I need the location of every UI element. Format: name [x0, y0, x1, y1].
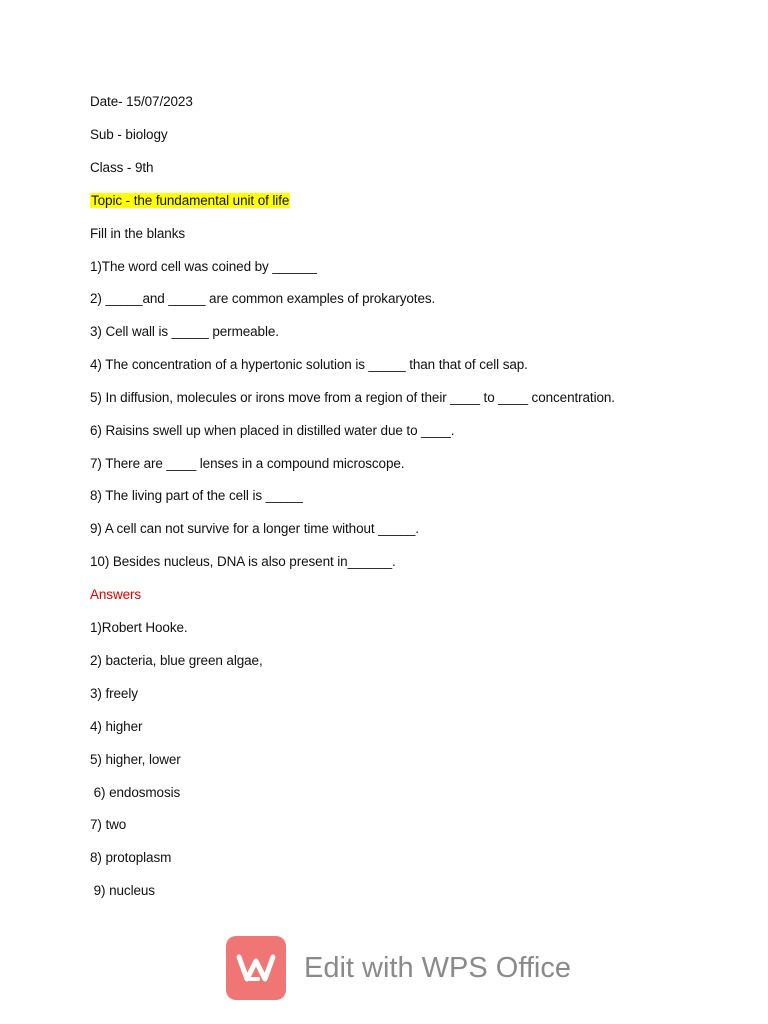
- wps-logo-icon: [226, 936, 286, 1000]
- answer-item: 9) nucleus: [90, 883, 155, 898]
- question-item: 4) The concentration of a hypertonic solution is _____ than that of cell sap.: [90, 357, 528, 372]
- class-line: Class - 9th: [90, 160, 154, 175]
- question-item: 9) A cell can not survive for a longer time without _____.: [90, 521, 419, 536]
- wps-banner-text: Edit with WPS Office: [304, 951, 571, 984]
- answer-item: 1)Robert Hooke.: [90, 620, 188, 635]
- date-line: Date- 15/07/2023: [90, 94, 193, 109]
- question-item: 10) Besides nucleus, DNA is also present in______.: [90, 554, 396, 569]
- question-item: 7) There are ____ lenses in a compound microscope.: [90, 456, 405, 471]
- edit-with-wps-banner[interactable]: [226, 936, 571, 1000]
- answer-item: 3) freely: [90, 686, 138, 701]
- answer-item: 8) protoplasm: [90, 850, 172, 865]
- question-item: 5) In diffusion, molecules or irons move from a region of their ____ to ____ concentration.: [90, 390, 615, 405]
- question-item: 8) The living part of the cell is _____: [90, 488, 303, 503]
- answer-item: 7) two: [90, 817, 127, 832]
- question-item: 6) Raisins swell up when placed in distilled water due to ____.: [90, 423, 455, 438]
- answers-heading: Answers: [90, 587, 142, 602]
- instruction-line: Fill in the blanks: [90, 226, 185, 241]
- question-item: 3) Cell wall is _____ permeable.: [90, 324, 279, 339]
- answer-item: 6) endosmosis: [90, 785, 181, 800]
- answer-item: 5) higher, lower: [90, 752, 181, 767]
- question-item: 1)The word cell was coined by ______: [90, 259, 317, 274]
- question-item: 2) _____and _____ are common examples of prokaryotes.: [90, 291, 436, 306]
- topic-line: [90, 192, 290, 210]
- answer-item: 2) bacteria, blue green algae,: [90, 653, 263, 668]
- subject-line: Sub - biology: [90, 127, 168, 142]
- topic-highlight: Topic - the fundamental unit of life: [91, 193, 290, 208]
- answer-item: 4) higher: [90, 719, 143, 734]
